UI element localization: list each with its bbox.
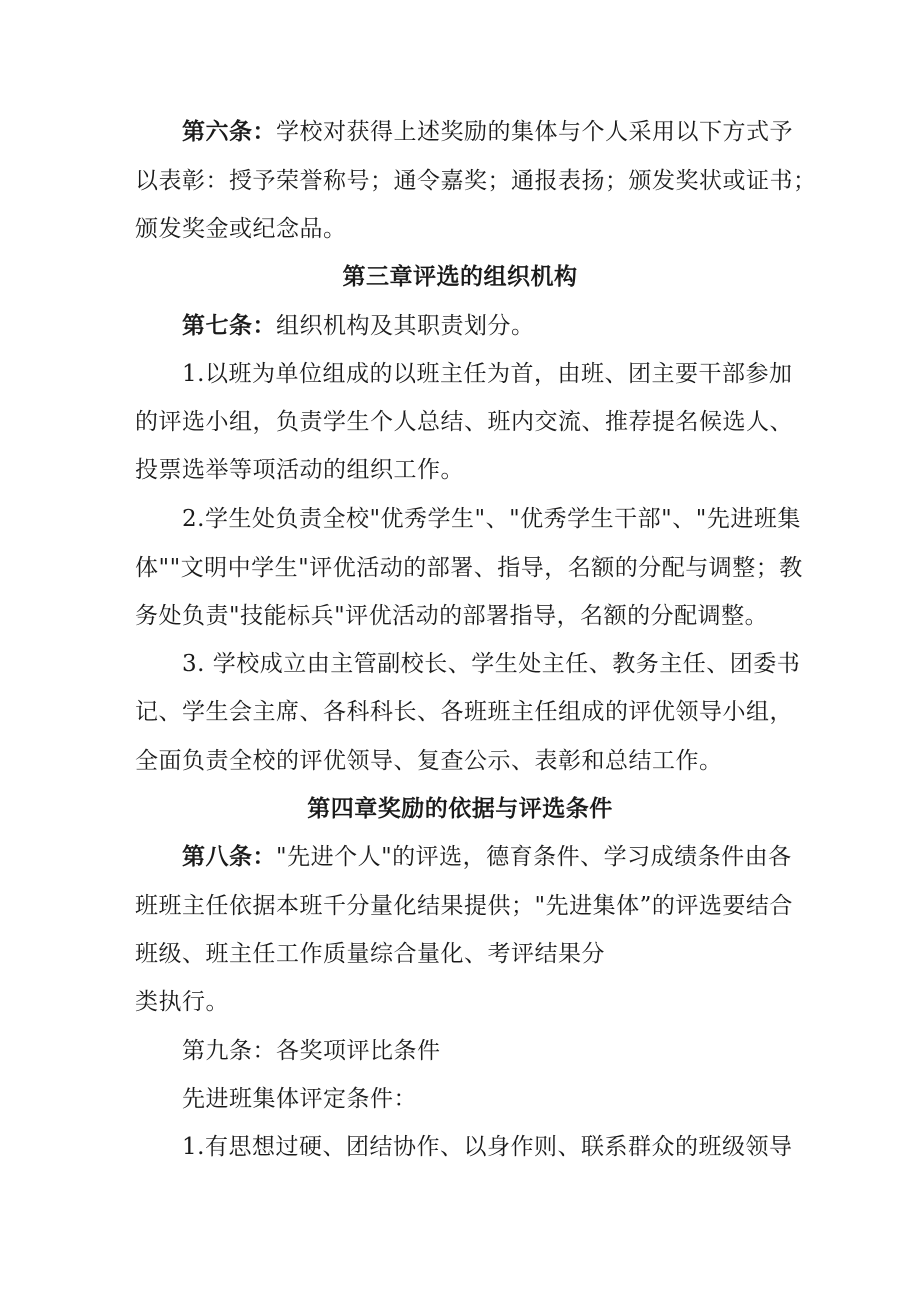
chapter3-heading: 第三章评选的组织机构 bbox=[342, 263, 578, 290]
chapter4-heading: 第四章奖励的依据与评选条件 bbox=[307, 795, 613, 822]
article7-item2-line-1: 2.学生处负责全校"优秀学生"、"优秀学生干部"、"先进班集 bbox=[182, 506, 801, 532]
article7-text: 组织机构及其职责划分。 bbox=[276, 313, 535, 339]
article6-label: 第六条： bbox=[182, 118, 276, 145]
article6-first-line bbox=[182, 117, 793, 147]
article7-item1-line-2: 的评选小组，负责学生个人总结、班内交流、推荐提名候选人、 bbox=[135, 409, 793, 435]
article9-line: 第九条：各奖项评比条件 bbox=[182, 1038, 441, 1064]
article7-item1-line-3: 投票选举等项活动的组织工作。 bbox=[135, 457, 464, 483]
article7-label: 第七条： bbox=[182, 312, 276, 339]
collective-item1: 1.有思想过硬、团结协作、以身作则、联系群众的班级领导 bbox=[182, 1134, 793, 1160]
article6-line-3: 颁发奖金或纪念品。 bbox=[135, 216, 347, 242]
article8-text: "先进个人"的评选，德育条件、学习成绩条件由各 bbox=[276, 844, 792, 870]
article8-first-line bbox=[182, 842, 792, 872]
article7-first-line bbox=[182, 311, 535, 341]
article8-label: 第八条： bbox=[182, 843, 276, 870]
article7-item1-line-1: 1.以班为单位组成的以班主任为首，由班、团主要干部参加 bbox=[182, 361, 793, 387]
article8-line-2: 班班主任依据本班千分量化结果提供；"先进集体”的评选要结合 bbox=[135, 893, 793, 919]
article8-line-4: 类执行。 bbox=[135, 989, 229, 1015]
article7-item2-line-3: 务处负责"技能标兵"评优活动的部署指导，名额的分配调整。 bbox=[135, 603, 769, 629]
article6-text: 学校对获得上述奖励的集体与个人采用以下方式予 bbox=[276, 119, 793, 145]
article7-item3-line-3: 全面负责全校的评优领导、复查公示、表彰和总结工作。 bbox=[135, 748, 723, 774]
article7-item3-line-2: 记、学生会主席、各科科长、各班班主任组成的评优领导小组， bbox=[135, 699, 793, 725]
article6-line-2: 以表彰：授予荣誉称号；通令嘉奖；通报表扬；颁发奖状或证书； bbox=[135, 168, 817, 194]
article8-line-3: 班级、班主任工作质量综合量化、考评结果分 bbox=[135, 941, 605, 967]
collective-heading: 先进班集体评定条件： bbox=[182, 1086, 417, 1112]
article7-item3-line-1: 3. 学校成立由主管副校长、学生处主任、教务主任、团委书 bbox=[182, 651, 801, 677]
article7-item2-line-2: 体""文明中学生"评优活动的部署、指导，名额的分配与调整；教 bbox=[135, 555, 803, 581]
